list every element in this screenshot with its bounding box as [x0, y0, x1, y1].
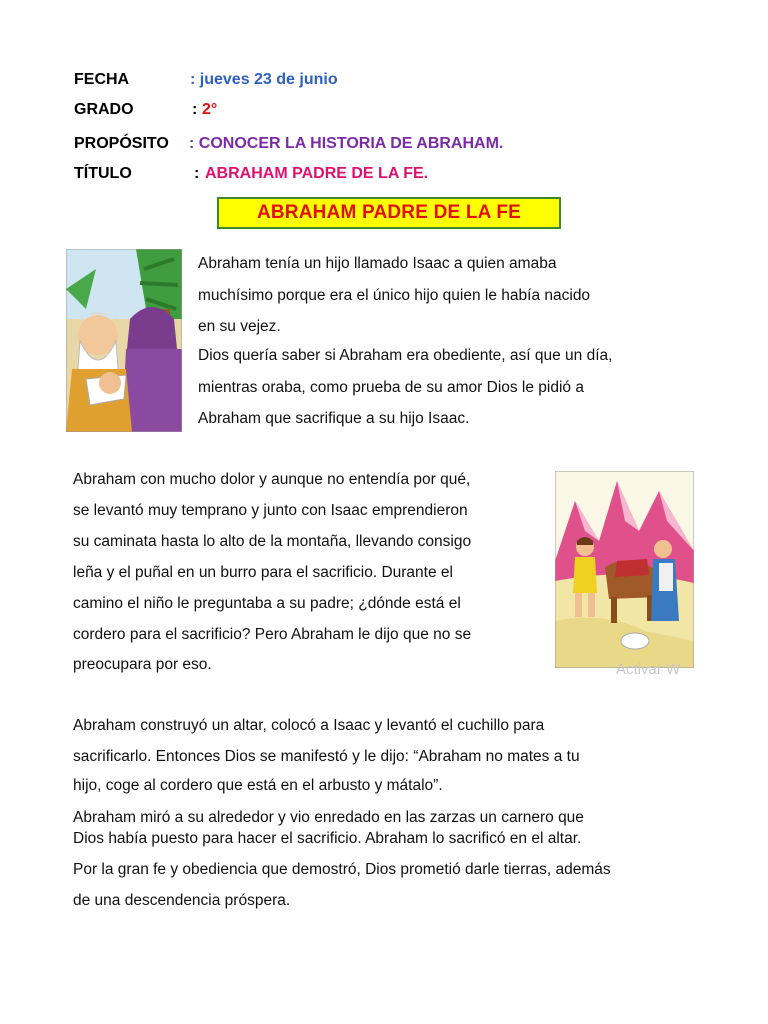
paragraph2-line: leña y el puñal en un burro para el sacrificio. Durante el [73, 564, 453, 581]
titulo-colon: : [194, 165, 200, 182]
journey-mountain-illustration [555, 471, 694, 668]
paragraph3-line: sacrificarlo. Entonces Dios se manifestó y le dijo: “Abraham no mates a tu [73, 748, 580, 765]
paragraph1-line: muchísimo porque era el único hijo quien le había nacido [198, 287, 591, 304]
paragraph2-line: se levantó muy temprano y junto con Isaac emprendieron [73, 502, 468, 519]
fecha-label: FECHA [74, 71, 130, 88]
fecha-row [74, 70, 338, 90]
paragraph3-line: de una descendencia próspera. [73, 892, 291, 909]
paragraph3-line: hijo, coge al cordero que está en el arbusto y mátalo”. [73, 777, 443, 794]
paragraph3-line: Dios había puesto para hacer el sacrificio. Abraham lo sacrificó en el altar. [73, 830, 582, 847]
paragraph3-line: Abraham miró a su alrededor y vio enredado en las zarzas un carnero que [73, 809, 584, 826]
titulo-label: TÍTULO [74, 165, 132, 182]
grado-value: 2° [202, 101, 218, 118]
paragraph1-line: en su vejez. [198, 318, 281, 335]
fecha-value: : jueves 23 de junio [190, 71, 338, 88]
paragraph2-line: preocupara por eso. [73, 656, 212, 673]
abraham-family-illustration [66, 249, 182, 432]
story-title-box: ABRAHAM PADRE DE LA FE [217, 197, 561, 229]
titulo-value: ABRAHAM PADRE DE LA FE. [205, 165, 429, 182]
paragraph3-line: Abraham construyó un altar, colocó a Isaac y levantó el cuchillo para [73, 717, 545, 734]
grado-row [74, 100, 218, 120]
paragraph1-line: Abraham que sacrifique a su hijo Isaac. [198, 410, 470, 427]
grado-label: GRADO [74, 101, 134, 118]
titulo-row [74, 164, 429, 184]
grado-colon: : [192, 101, 198, 118]
proposito-row [74, 134, 504, 154]
paragraph1-line: mientras oraba, como prueba de su amor Dios le pidió a [198, 379, 584, 396]
proposito-label: PROPÓSITO [74, 135, 169, 152]
paragraph1-line: Abraham tenía un hijo llamado Isaac a quien amaba [198, 255, 557, 272]
paragraph2-line: Abraham con mucho dolor y aunque no entendía por qué, [73, 471, 471, 488]
paragraph3-line: Por la gran fe y obediencia que demostró, Dios prometió darle tierras, además [73, 861, 611, 878]
paragraph1-line: Dios quería saber si Abraham era obediente, así que un día, [198, 347, 613, 364]
paragraph2-line: cordero para el sacrificio? Pero Abraham le dijo que no se [73, 626, 472, 643]
activation-watermark: Activar W [616, 661, 681, 678]
paragraph2-line: su caminata hasta lo alto de la montaña, llevando consigo [73, 533, 472, 550]
paragraph2-line: camino el niño le preguntaba a su padre; ¿dónde está el [73, 595, 461, 612]
proposito-value: : CONOCER LA HISTORIA DE ABRAHAM. [189, 135, 504, 152]
